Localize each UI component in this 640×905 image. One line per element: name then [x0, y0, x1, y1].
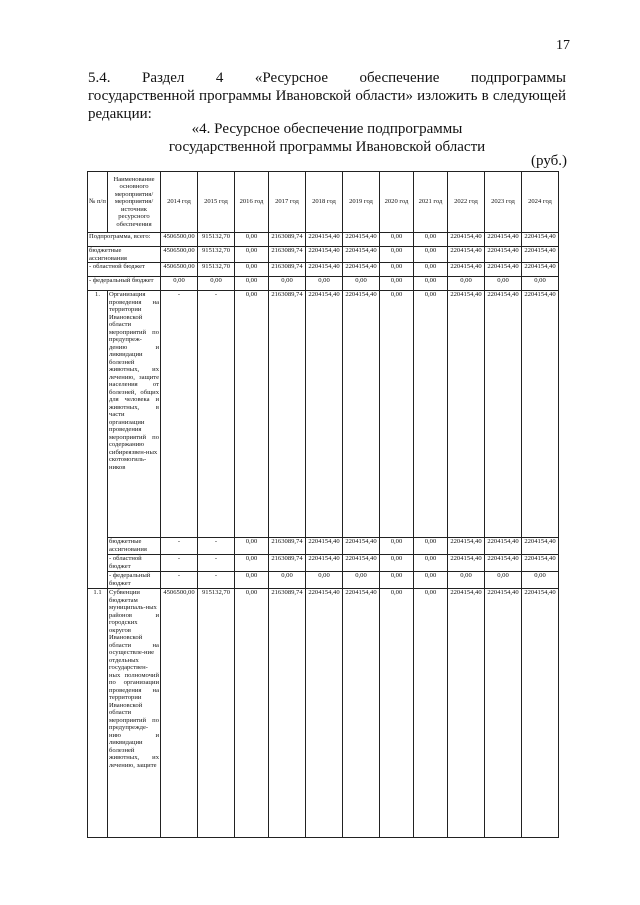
value-cell: 0,00: [485, 277, 522, 291]
value-cell: 2163089,74: [269, 589, 306, 838]
value-cell: 0,00: [161, 277, 198, 291]
value-cell: -: [161, 538, 198, 555]
value-cell: 2204154,40: [343, 555, 380, 572]
value-cell: -: [161, 572, 198, 589]
table-row: [88, 247, 559, 263]
value-cell: 0,00: [522, 572, 559, 589]
resource-table: [87, 171, 559, 838]
value-cell: 0,00: [235, 572, 269, 589]
value-cell: 2204154,40: [448, 291, 485, 538]
value-cell: 2204154,40: [448, 589, 485, 838]
value-cell: 2204154,40: [522, 233, 559, 247]
value-cell: 0,00: [269, 277, 306, 291]
item-name: [108, 589, 161, 838]
value-cell: 2163089,74: [269, 555, 306, 572]
value-cell: 4506500,00: [161, 263, 198, 277]
value-cell: 0,00: [414, 277, 448, 291]
value-cell: 0,00: [414, 589, 448, 838]
value-cell: 2204154,40: [306, 291, 343, 538]
value-cell: 2204154,40: [306, 555, 343, 572]
section-title-line2: государственной программы Ивановской области: [168, 139, 486, 155]
value-cell: 915132,70: [198, 589, 235, 838]
value-cell: 0,00: [414, 263, 448, 277]
header-cell: 2021 год: [414, 172, 448, 233]
paragraph-line: государственной программы Ивановской области» изложить в следующей: [88, 88, 566, 104]
table-row: [88, 233, 559, 247]
value-cell: 0,00: [485, 572, 522, 589]
value-cell: 2204154,40: [522, 555, 559, 572]
value-cell: 2204154,40: [522, 538, 559, 555]
value-cell: 0,00: [380, 572, 414, 589]
value-cell: 2204154,40: [448, 247, 485, 263]
value-cell: 2204154,40: [306, 233, 343, 247]
value-cell: 2204154,40: [485, 555, 522, 572]
value-cell: 0,00: [306, 572, 343, 589]
value-cell: 2204154,40: [343, 263, 380, 277]
section-title-line1: «4. Ресурсное обеспечение подпрограммы: [191, 121, 463, 137]
value-cell: 0,00: [343, 277, 380, 291]
paragraph-line: 5.4. Раздел 4 «Ресурсное обеспечение подпрограммы: [88, 70, 566, 86]
value-cell: 0,00: [306, 277, 343, 291]
header-cell: 2019 год: [343, 172, 380, 233]
header-cell: 2018 год: [306, 172, 343, 233]
row-number: 1.: [88, 291, 108, 589]
value-cell: 2204154,40: [485, 291, 522, 538]
value-cell: 0,00: [522, 277, 559, 291]
header-cell: 2014 год: [161, 172, 198, 233]
value-cell: 915132,70: [198, 247, 235, 263]
value-cell: 2163089,74: [269, 263, 306, 277]
value-cell: 0,00: [269, 572, 306, 589]
value-cell: 0,00: [235, 538, 269, 555]
value-cell: -: [161, 555, 198, 572]
value-cell: 2204154,40: [485, 247, 522, 263]
header-cell: 2017 год: [269, 172, 306, 233]
value-cell: 915132,70: [198, 263, 235, 277]
value-cell: 0,00: [380, 233, 414, 247]
value-cell: 0,00: [448, 572, 485, 589]
value-cell: 2163089,74: [269, 233, 306, 247]
table-row: [88, 263, 559, 277]
table-row: [88, 277, 559, 291]
table-row: [88, 555, 559, 572]
header-cell: 2022 год: [448, 172, 485, 233]
value-cell: 2204154,40: [448, 555, 485, 572]
value-cell: 2204154,40: [448, 538, 485, 555]
value-cell: 0,00: [198, 277, 235, 291]
value-cell: 2204154,40: [485, 233, 522, 247]
value-cell: 2163089,74: [269, 247, 306, 263]
value-cell: 0,00: [235, 247, 269, 263]
table-header-row: [88, 172, 559, 233]
value-cell: 2204154,40: [343, 589, 380, 838]
value-cell: 2204154,40: [485, 263, 522, 277]
value-cell: 0,00: [380, 538, 414, 555]
header-cell: 2023 год: [485, 172, 522, 233]
row-label: - областной бюджет: [88, 263, 161, 277]
value-cell: 0,00: [380, 589, 414, 838]
value-cell: 0,00: [414, 233, 448, 247]
value-cell: 0,00: [235, 263, 269, 277]
value-cell: -: [198, 291, 235, 538]
row-label: бюджетные ассигнования: [88, 247, 161, 263]
currency-unit: (руб.): [531, 153, 567, 169]
value-cell: 0,00: [380, 291, 414, 538]
paragraph-line: редакции:: [88, 106, 152, 122]
value-cell: 0,00: [414, 291, 448, 538]
table-row: [88, 291, 559, 538]
row-number: 1.1: [88, 589, 108, 838]
row-label: - федеральный бюджет: [108, 572, 161, 589]
value-cell: 2204154,40: [306, 538, 343, 555]
value-cell: 2204154,40: [448, 233, 485, 247]
value-cell: 2204154,40: [343, 233, 380, 247]
value-cell: 2204154,40: [485, 538, 522, 555]
value-cell: 0,00: [380, 555, 414, 572]
value-cell: 2204154,40: [343, 538, 380, 555]
value-cell: 0,00: [414, 572, 448, 589]
value-cell: 915132,70: [198, 233, 235, 247]
item-name-text: Организация проведения на территории Ивановской области мероприятий по предупреж-дению и ликвидации болезней животных, их лечению, защите населения от болезней, общих для человека и животных, в части организации проведения мероприятий по содержанию сибиреязвен-ных скотомогиль-ников: [109, 291, 159, 471]
page-number: 17: [556, 38, 570, 53]
value-cell: 2204154,40: [522, 291, 559, 538]
value-cell: 2163089,74: [269, 291, 306, 538]
row-label: Подпрограмма, всего:: [88, 233, 161, 247]
header-cell: 2024 год: [522, 172, 559, 233]
value-cell: 2204154,40: [522, 247, 559, 263]
value-cell: -: [198, 555, 235, 572]
amendment-paragraph: [88, 69, 566, 123]
value-cell: 4506500,00: [161, 247, 198, 263]
value-cell: 0,00: [414, 247, 448, 263]
value-cell: 0,00: [380, 277, 414, 291]
value-cell: 4506500,00: [161, 233, 198, 247]
table-row: [88, 572, 559, 589]
value-cell: 0,00: [235, 233, 269, 247]
value-cell: 2204154,40: [306, 589, 343, 838]
value-cell: 2204154,40: [522, 589, 559, 838]
header-cell: № п/п: [88, 172, 108, 233]
value-cell: 2204154,40: [522, 263, 559, 277]
value-cell: -: [198, 538, 235, 555]
header-cell: 2020 год: [380, 172, 414, 233]
value-cell: 2204154,40: [306, 263, 343, 277]
section-title: [88, 120, 566, 156]
header-cell: 2015 год: [198, 172, 235, 233]
value-cell: 0,00: [235, 291, 269, 538]
value-cell: 0,00: [235, 589, 269, 838]
table-row: [88, 538, 559, 555]
value-cell: 0,00: [235, 555, 269, 572]
value-cell: 0,00: [235, 277, 269, 291]
table-row: [88, 589, 559, 838]
value-cell: 4506500,00: [161, 589, 198, 838]
header-cell: 2016 год: [235, 172, 269, 233]
header-cell: Наименование основного мероприятия/ мероприятия/ источник ресурсного обеспечения: [108, 172, 161, 233]
value-cell: 2204154,40: [343, 247, 380, 263]
value-cell: 2204154,40: [448, 263, 485, 277]
value-cell: 0,00: [414, 555, 448, 572]
value-cell: 0,00: [380, 247, 414, 263]
value-cell: 2163089,74: [269, 538, 306, 555]
value-cell: 0,00: [343, 572, 380, 589]
item-name: [108, 291, 161, 538]
value-cell: 2204154,40: [343, 291, 380, 538]
item-name-text: Субвенции бюджетам муниципаль-ных районов и городских округов Ивановской области на осуществле-ние отдельных государствен-ных полномочий по организации проведения на территории Ивановской области мероприятий по предупрежде-нию и ликвидации болезней животных, их лечению, защите: [109, 589, 159, 769]
row-label: - федеральный бюджет: [88, 277, 161, 291]
row-label: бюджетные ассигнования: [108, 538, 161, 555]
value-cell: 0,00: [380, 263, 414, 277]
value-cell: 0,00: [448, 277, 485, 291]
value-cell: 2204154,40: [485, 589, 522, 838]
row-label: - областной бюджет: [108, 555, 161, 572]
value-cell: 2204154,40: [306, 247, 343, 263]
value-cell: -: [161, 291, 198, 538]
value-cell: -: [198, 572, 235, 589]
value-cell: 0,00: [414, 538, 448, 555]
